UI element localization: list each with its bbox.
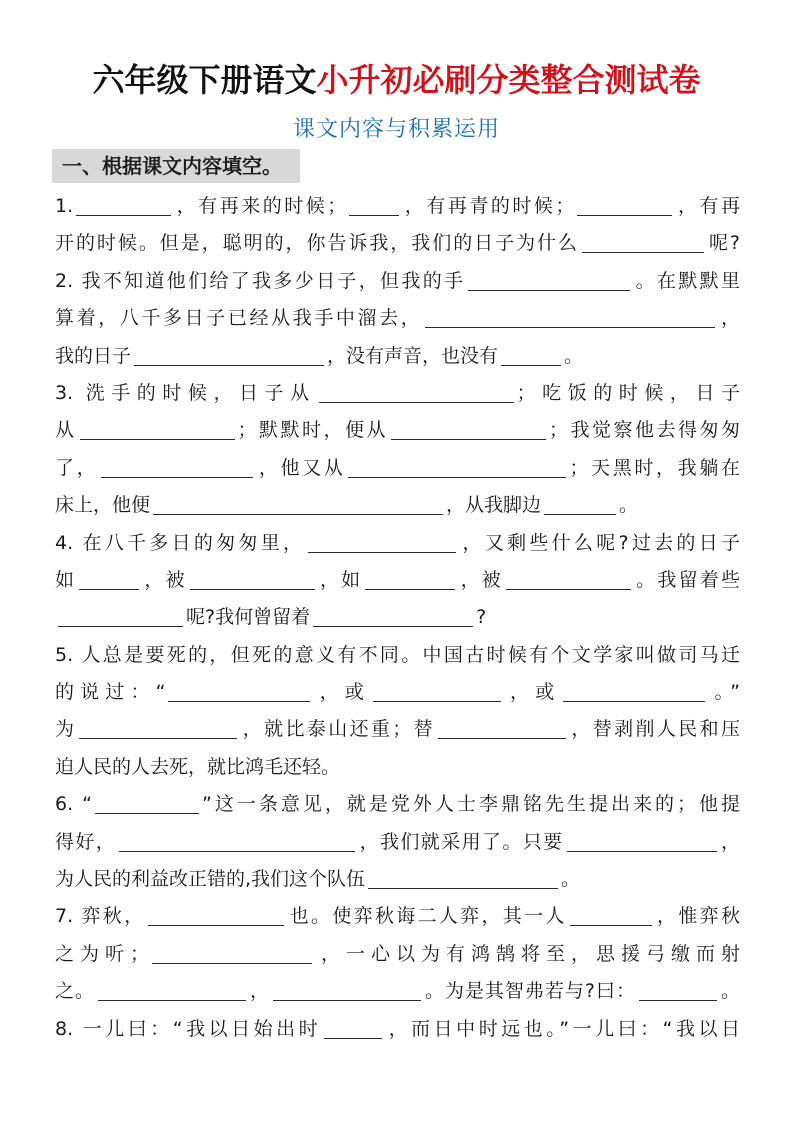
- question-text: ，: [719, 830, 740, 853]
- answer-blank: [373, 683, 501, 702]
- question-line: [55, 637, 740, 674]
- answer-blank: [190, 571, 315, 590]
- question-text: 8. 一儿曰：“我以日始出时: [55, 1017, 322, 1040]
- question-text: 。为是其智弗若与?曰：: [423, 980, 636, 1003]
- question-text: ，从我脚边: [446, 494, 542, 517]
- question-text: 得好，: [55, 830, 117, 853]
- question-text: ；吃饭的时候，日子: [516, 381, 740, 404]
- answer-blank: [324, 1020, 382, 1039]
- answer-blank: [365, 571, 455, 590]
- question-text: 床上，他便: [55, 494, 151, 517]
- answer-blank: [95, 795, 199, 814]
- answer-blank: [348, 459, 566, 478]
- question-3: [55, 375, 740, 525]
- question-text: ，: [718, 307, 740, 330]
- question-text: ，有再青的时候；: [402, 195, 575, 217]
- question-line: [55, 749, 740, 786]
- question-line: [55, 786, 740, 823]
- answer-blank: [438, 720, 566, 739]
- question-text: 如: [55, 568, 77, 591]
- question-text: 5. 人总是要死的，但死的意义有不同。中国古时候有个文学家叫做司马迁: [55, 643, 740, 666]
- question-line: [55, 562, 740, 599]
- answer-blank: [501, 347, 561, 366]
- answer-blank: [168, 683, 310, 702]
- answer-blank: [468, 272, 630, 291]
- question-4: [55, 525, 740, 637]
- question-5: [55, 637, 740, 787]
- question-text: 之。: [55, 980, 95, 1003]
- question-text: 迫人民的人去死，就比鸿毛还轻。: [55, 755, 341, 778]
- question-text: ，而日中时远也。”一儿曰：“我以日: [385, 1017, 741, 1040]
- question-text: ，我们就采用了。只要: [358, 830, 564, 853]
- question-text: ，他又从: [256, 456, 346, 479]
- question-text: ，又剩些什么呢?过去的日子: [459, 531, 740, 554]
- question-text: ；天黑时，我躺在: [569, 456, 740, 479]
- question-line: [55, 898, 740, 935]
- question-line: [55, 1011, 740, 1048]
- answer-blank: [506, 571, 631, 590]
- question-line: [55, 674, 740, 711]
- answer-blank: [425, 309, 715, 328]
- question-text: ，一心以为有鸿鹄将至，思援弓缴而射: [315, 942, 740, 965]
- answer-blank: [313, 608, 473, 627]
- question-line: [55, 824, 740, 861]
- question-text: ，或: [313, 681, 370, 704]
- answer-blank: [152, 945, 312, 964]
- worksheet-title: [0, 58, 793, 102]
- question-text: 。: [619, 494, 639, 517]
- question-text: 呢?: [706, 232, 740, 255]
- answer-blank: [577, 197, 672, 216]
- question-text: ；默默时，便从: [237, 419, 388, 442]
- answer-blank: [134, 347, 324, 366]
- question-2: [55, 263, 740, 375]
- answer-blank: [391, 421, 546, 440]
- answer-blank: [80, 421, 235, 440]
- question-list: [55, 188, 740, 1048]
- question-text: 也。使弈秋诲二人弈，其一人: [287, 905, 567, 928]
- question-text: 算着，八千多日子已经从我手中溜去，: [55, 307, 423, 330]
- question-text: ?: [476, 606, 487, 629]
- question-text: ，惟弈秋: [654, 905, 740, 928]
- answer-blank: [567, 833, 717, 852]
- question-text: ，没有声音，也没有: [327, 344, 499, 367]
- question-text: ，有再: [675, 195, 740, 217]
- question-text: 呢?我何曾留着: [186, 606, 311, 629]
- question-text: 为: [55, 718, 77, 741]
- answer-blank: [101, 459, 253, 478]
- answer-blank: [582, 234, 704, 253]
- question-line: [55, 861, 740, 898]
- question-text: ，替剥削人民和压: [569, 718, 740, 741]
- question-text: 1.: [55, 195, 74, 217]
- section-heading-text: 一、根据课文内容填空。: [62, 154, 282, 178]
- question-text: ，: [248, 980, 270, 1003]
- question-line: [55, 263, 740, 300]
- question-7: [55, 898, 740, 1010]
- answer-blank: [368, 870, 558, 889]
- question-text: 。我留着些: [633, 568, 740, 591]
- question-line: [55, 936, 740, 973]
- question-text: 。: [719, 980, 740, 1003]
- section-header: [52, 149, 300, 183]
- answer-blank: [58, 608, 183, 627]
- question-text: 7. 弈秋，: [55, 905, 146, 928]
- question-text: 3. 洗手的时候，日子从: [55, 381, 316, 404]
- answer-blank: [98, 982, 246, 1001]
- answer-blank: [563, 683, 705, 702]
- question-text: 从: [55, 419, 77, 442]
- answer-blank: [76, 197, 171, 216]
- question-line: [55, 338, 740, 375]
- question-text: ，如: [317, 568, 363, 591]
- question-text: 。: [564, 344, 584, 367]
- question-line: [55, 711, 740, 748]
- question-text: ，有再来的时候；: [174, 195, 347, 217]
- answer-blank: [148, 907, 284, 926]
- answer-blank: [273, 982, 421, 1001]
- answer-blank: [153, 496, 443, 515]
- question-8: [55, 1011, 740, 1048]
- worksheet-subtitle: 课文内容与积累运用: [292, 117, 500, 142]
- question-text: 我的日子: [55, 344, 132, 367]
- answer-blank: [308, 534, 456, 553]
- question-text: 。: [561, 868, 581, 891]
- question-text: ，被: [458, 568, 503, 591]
- question-line: [55, 225, 740, 262]
- question-text: 之为听；: [55, 942, 149, 965]
- question-text: 4. 在八千多日的匆匆里，: [55, 531, 306, 554]
- question-text: 了，: [55, 456, 99, 479]
- answer-blank: [570, 907, 652, 926]
- question-line: [55, 375, 740, 412]
- question-line: [55, 300, 740, 337]
- question-line: [55, 450, 740, 487]
- question-text: 。”: [708, 681, 740, 704]
- question-text: 。在默默里: [633, 269, 740, 292]
- question-line: [55, 412, 740, 449]
- question-line: [55, 487, 740, 524]
- answer-blank: [79, 571, 139, 590]
- question-text: ”这一条意见，就是党外人士李鼎铭先生提出来的；他提: [202, 793, 740, 816]
- question-text: ，就比泰山还重；替: [240, 718, 436, 741]
- title-grade-subject: 六年级下册语文: [92, 61, 317, 99]
- question-line: [55, 973, 740, 1010]
- answer-blank: [349, 197, 399, 216]
- question-text: ；我觉察他去得匆匆: [548, 419, 740, 442]
- question-line: [55, 599, 740, 636]
- question-line: [55, 188, 740, 225]
- question-text: 开的时候。但是，聪明的，你告诉我，我们的日子为什么: [55, 232, 579, 255]
- question-text: 6. “: [55, 793, 93, 816]
- answer-blank: [639, 982, 717, 1001]
- question-1: [55, 188, 740, 263]
- question-text: ，或: [503, 681, 561, 704]
- question-text: 2. 我不知道他们给了我多少日子，但我的手: [55, 269, 466, 292]
- question-line: [55, 525, 740, 562]
- title-test-name: 小升初必刷分类整合测试卷: [316, 61, 701, 99]
- question-text: ，被: [142, 568, 187, 591]
- question-text: 为人民的利益改正错的,我们这个队伍: [55, 868, 366, 891]
- answer-blank: [544, 496, 616, 515]
- answer-blank: [119, 833, 355, 852]
- answer-blank: [79, 720, 237, 739]
- question-6: [55, 786, 740, 898]
- question-text: 的说过：“: [55, 681, 166, 704]
- answer-blank: [319, 384, 514, 403]
